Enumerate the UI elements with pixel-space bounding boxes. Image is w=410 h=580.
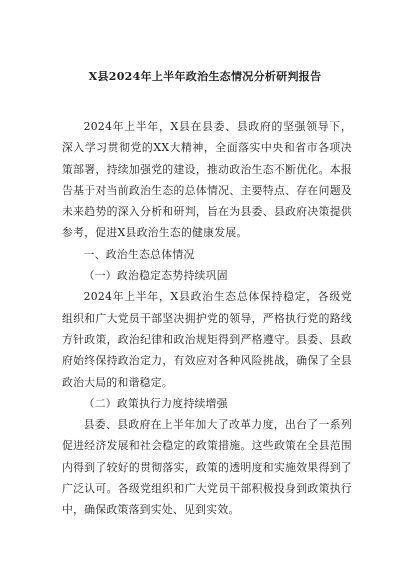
document-title: X县2024年上半年政治生态情况分析研判报告 xyxy=(88,70,322,83)
intro-paragraph: 2024年上半年，X县在县委、县政府的坚强领导下，深入学习贯彻党的XX大精神，全面落实中央和省市各项决策部署，持续加强党的建设，推动政治生态不断优化。本报告基于对当前政治生态的总体情况、主要特点、存在问题及未来趋势的深入分析和研判，旨在为县委、县政府决策提供参考，促进X县政治生态的健康发展。 xyxy=(62,120,352,240)
document-body xyxy=(62,116,352,521)
section-heading-1: 一、政治生态总体情况 xyxy=(83,247,195,261)
subsection-heading-2: （二）政策执行力度持续增强 xyxy=(83,396,228,410)
subsection-paragraph-2: 县委、县政府在上半年加大了改革力度，出台了一系列促进经济发展和社会稳定的政策措施。这些政策在全县范围内得到了较好的贯彻落实，政策的透明度和实施效果得到了广泛认可。各级党组织和广大党员干部积极投身到政策执行中，确保政策落到实处、见到实效。 xyxy=(62,418,352,517)
subsection-paragraph-1: 2024年上半年，X县政治生态总体保持稳定，各级党组织和广大党员干部坚决拥护党的领导，严格执行党的路线方针政策，政治纪律和政治规矩得到严格遵守。县委、县政府始终保持政治定力，有效应对各种风险挑战，确保了全县政治大局的和谐稳定。 xyxy=(62,290,352,389)
subsection-heading-1: （一）政治稳定态势持续巩固 xyxy=(83,269,228,283)
